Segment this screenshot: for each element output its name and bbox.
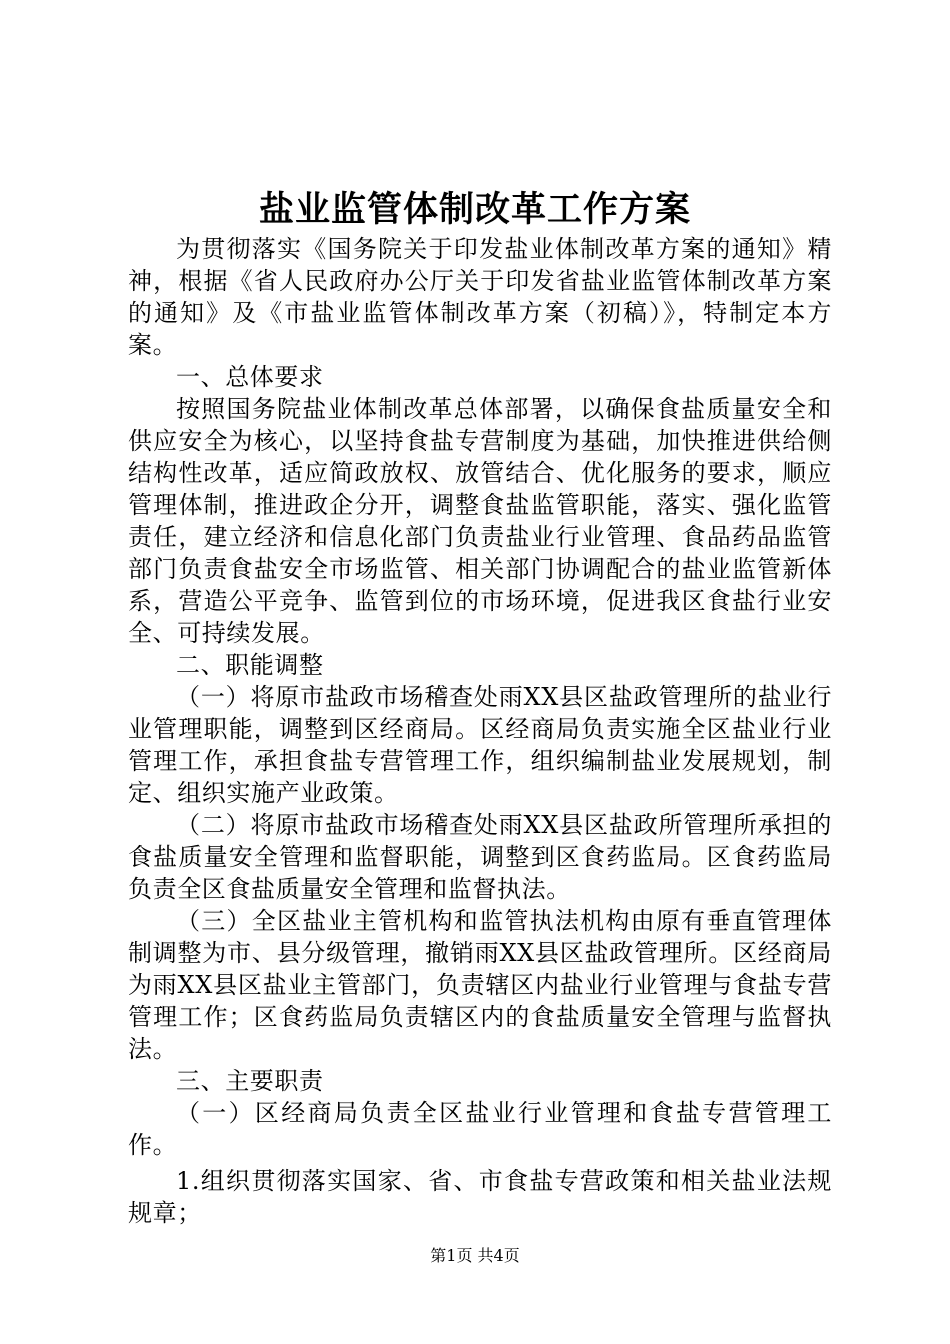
paragraph-adjustment-1: （一）将原市盐政市场稽查处雨XX县区盐政管理所的盐业行业管理职能，调整到区经商局。区经商局负责实施全区盐业行业管理工作，承担食盐专营管理工作，组织编制盐业发展规划，制定、组织实施产业政策。 <box>128 683 832 807</box>
paragraph-adjustment-3: （三）全区盐业主管机构和监管执法机构由原有垂直管理体制调整为市、县分级管理，撤销雨XX县区盐政管理所。区经商局为雨XX县区盐业主管部门，负责辖区内盐业行业管理与食盐专营管理工作；区食药监局负责辖区内的食盐质量安全管理与监督执法。 <box>128 907 832 1063</box>
paragraph-duty-1: （一）区经商局负责全区盐业行业管理和食盐专营管理工作。 <box>128 1099 832 1159</box>
paragraph-general-requirements: 按照国务院盐业体制改革总体部署，以确保食盐质量安全和供应安全为核心，以坚持食盐专营制度为基础，加快推进供给侧结构性改革，适应简政放权、放管结合、优化服务的要求，顺应管理体制，推进政企分开，调整食盐监管职能，落实、强化监管责任，建立经济和信息化部门负责盐业行业管理、食品药品监管部门负责食盐安全市场监管、相关部门协调配合的盐业监管新体系，营造公平竞争、监管到位的市场环境，促进我区食盐行业安全、可持续发展。 <box>128 395 832 647</box>
heading-main-duties: 三、主要职责 <box>176 1067 324 1095</box>
document-title: 盐业监管体制改革工作方案 <box>258 190 691 230</box>
paragraph-adjustment-2: （二）将原市盐政市场稽查处雨XX县区盐政所管理所承担的食盐质量安全管理和监督职能，调整到区食药监局。区食药监局负责全区食盐质量安全管理和监督执法。 <box>128 811 832 903</box>
document-body <box>128 233 832 1229</box>
paragraph-intro: 为贯彻落实《国务院关于印发盐业体制改革方案的通知》精神，根据《省人民政府办公厅关于印发省盐业监管体制改革方案的通知》及《市盐业监管体制改革方案（初稿）》，特制定本方案。 <box>128 235 832 359</box>
page-footer: 第1页 共4页 <box>430 1246 520 1265</box>
paragraph-duty-1-item-1: 1.组织贯彻落实国家、省、市食盐专营政策和相关盐业法规规章； <box>128 1167 832 1227</box>
heading-function-adjustment: 二、职能调整 <box>176 651 324 679</box>
heading-general-requirements: 一、总体要求 <box>176 363 324 391</box>
